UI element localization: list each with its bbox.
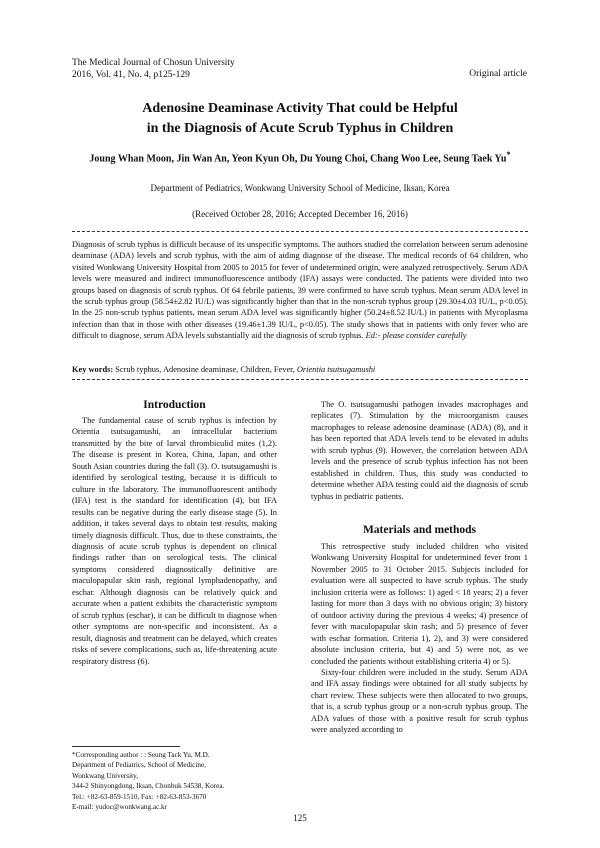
abstract — [72, 239, 528, 342]
keywords — [72, 364, 528, 375]
journal-header — [72, 57, 235, 81]
paper-title — [72, 99, 528, 139]
editor-note: Ed:- please consider carefully — [365, 331, 467, 341]
section-heading-methods: Materials and methods — [362, 524, 477, 536]
authors-text: Joung Whan Moon, Jin Wan An, Yeon Kyun Oh, Du Young Choi, Chang Woo Lee, Seung Taek Yu — [89, 153, 507, 165]
divider-bottom — [72, 379, 528, 380]
corresponding-author-footnote — [72, 750, 224, 812]
affiliation: Department of Pediatrics, Wonkwang University School of Medicine, Iksan, Korea — [150, 183, 450, 193]
methods-paragraph-1: This retrospective study included children who visited Wonkwang University Hospital for undetermined fever from 1 November 2005 to 31 October 2015. Subjects included for evaluation were all suspected to have scrub typhus. The study inclusion criteria were as follows: 1) aged < 18 years; 2) a fever lasting for more than 3 days with no obvious origin; 3) history of outdoor activity during the previous 4 weeks; 4) presence of fever with maculopapular skin rash; and 5) presence of fever with eschar formation. Criteria 1), 2), and 3) were considered absolute inclusion criteria, but 4) and 5) were not, as we concluded the patients without establishing criteria 4) or 5). — [311, 542, 528, 666]
author-list — [72, 150, 528, 164]
footnote-line: 344-2 Shinyongdong, Iksan, Chonbuk 54538, Korea. — [72, 782, 225, 791]
intro-paragraph-1: The fundamental cause of scrub typhus is infection by Orientia tsutsugamushi, an intracellular bacterium transmitted by the bite of larval thrombiculid mites (1,2). The disease is present in Korea, China, Japan, and other South Asian countries during the fall (3). O. tsutsugamushi is identified by serological testing, because it is difficult to culture in the laboratory. The immunofluorescent antibody (IFA) test is the standard for identification (4), but IFA results can be negative during the early disease stage (5). In addition, it takes several days to obtain test results, making timely diagnosis difficult. Thus, due to these constraints, the diagnosis of acute scrub typhus is dependent on clinical findings rather than on serological tests. The clinical symptoms considered diagnostically definitive are maculopapular skin rash, regional lymphadenopathy, and eschar. Although diagnosis can be relatively quick and accurate when a patient exhibits the characteristic symptom of scrub typhus (eschar), it can be difficult to diagnose when other symptoms are non-specific and inconsistent. As a result, diagnosis and treatment can be delayed, which creates risks of severe complications, such as, life-threatening acute respiratory distress (6). — [72, 416, 277, 666]
received-dates: (Received October 28, 2016; Accepted December 16, 2016) — [192, 209, 408, 219]
footnote-email: E-mail: yudoc@wonkwang.ac.kr — [72, 803, 168, 812]
divider-top — [72, 231, 528, 232]
section-heading-introduction: Introduction — [143, 399, 206, 411]
methods-paragraph-2: Sixty-four children were included in the study. Serum ADA and IFA assay findings were obtained for all study subjects by chart review. These subjects were then allocated to two groups, that is, a scrub typhus group or a non-scrub typhus group. The ADA values of those with a positive result for scrub typhus were analyzed according to — [311, 667, 528, 735]
keywords-label: Key words: — [72, 365, 114, 374]
abstract-text: Diagnosis of scrub typhus is difficult because of its unspecific symptoms. The authors studied the correlation between serum adenosine deaminase (ADA) levels and scrub typhus, with the aim of aiding diagnose of the disease. The medical records of 64 children, who visited Wonkwang University Hospital from 2005 to 2015 for fever of undetermined origin, were analyzed retrospectively. Serum ADA levels were measured and indirect immunofluorescence antibody (IFA) assays were conducted. The patients were divided into two groups based on diagnosis of scrub typhus. Of 64 febrile patients, 39 were confirmed to have scrub typhus. Mean serum ADA level in the scrub typhus group (58.54±2.82 IU/L) was significantly higher than that in the non-scrub typhus group (29.30±4.03 IU/L, p<0.05). In the 25 non-scrub typhus patients, mean serum ADA level was significantly higher (50.24±8.52 IU/L) in patients with Mycoplasma infection than that in those with other diseases (19.46±1.39 IU/L, p<0.05). The study shows that in patients with only fever who are difficult to diagnose, serum ADA levels substantially aid the diagnosis of scrub typhus. — [72, 240, 528, 341]
page-number: 125 — [293, 813, 307, 823]
intro-paragraph-2: The O. tsutsugamushi pathogen invades macrophages and replicates (7). Stimulation by the microorganism causes macrophages to release adenosine deaminase (ADA) (8), and it has been reported that ADA levels tend to be elevated in adults with scrub typhus (9). However, the correlation between ADA levels and the presence of scrub typhus infection has not been established in children. Thus, this study was conducted to determine whether ADA testing could aid the diagnosis of scrub typhus in pediatric patients. — [311, 400, 528, 501]
introduction-continued — [311, 399, 528, 502]
keywords-text: Scrub typhus, Adenosine deaminase, Children, Fever, — [115, 365, 295, 374]
footnote-line: *Corresponding author : : Seung Tack Yu, M.D. — [72, 751, 210, 759]
methods-body — [311, 541, 528, 736]
article-type: Original article — [469, 69, 527, 79]
keywords-italic: Orientia tsutsugamushi — [296, 365, 376, 374]
title-line-1: Adenosine Deaminase Activity That could be Helpful — [142, 101, 458, 116]
title-line-2: in the Diagnosis of Acute Scrub Typhus in Children — [146, 121, 454, 136]
journal-citation: 2016, Vol. 41, No. 4, p125-129 — [72, 70, 190, 80]
footnote-line: Tel.: +82-63-859-1510, Fax: +82-63-853-3670 — [72, 792, 207, 801]
introduction-body — [72, 415, 277, 667]
corresponding-mark: * — [506, 150, 511, 159]
footnote-line: Department of Pediatrics, School of Medicine, — [72, 761, 206, 770]
journal-name: The Medical Journal of Chosun University — [72, 58, 235, 68]
footnote-line: Wonkwang University, — [72, 771, 139, 780]
footnote-rule — [72, 746, 180, 747]
